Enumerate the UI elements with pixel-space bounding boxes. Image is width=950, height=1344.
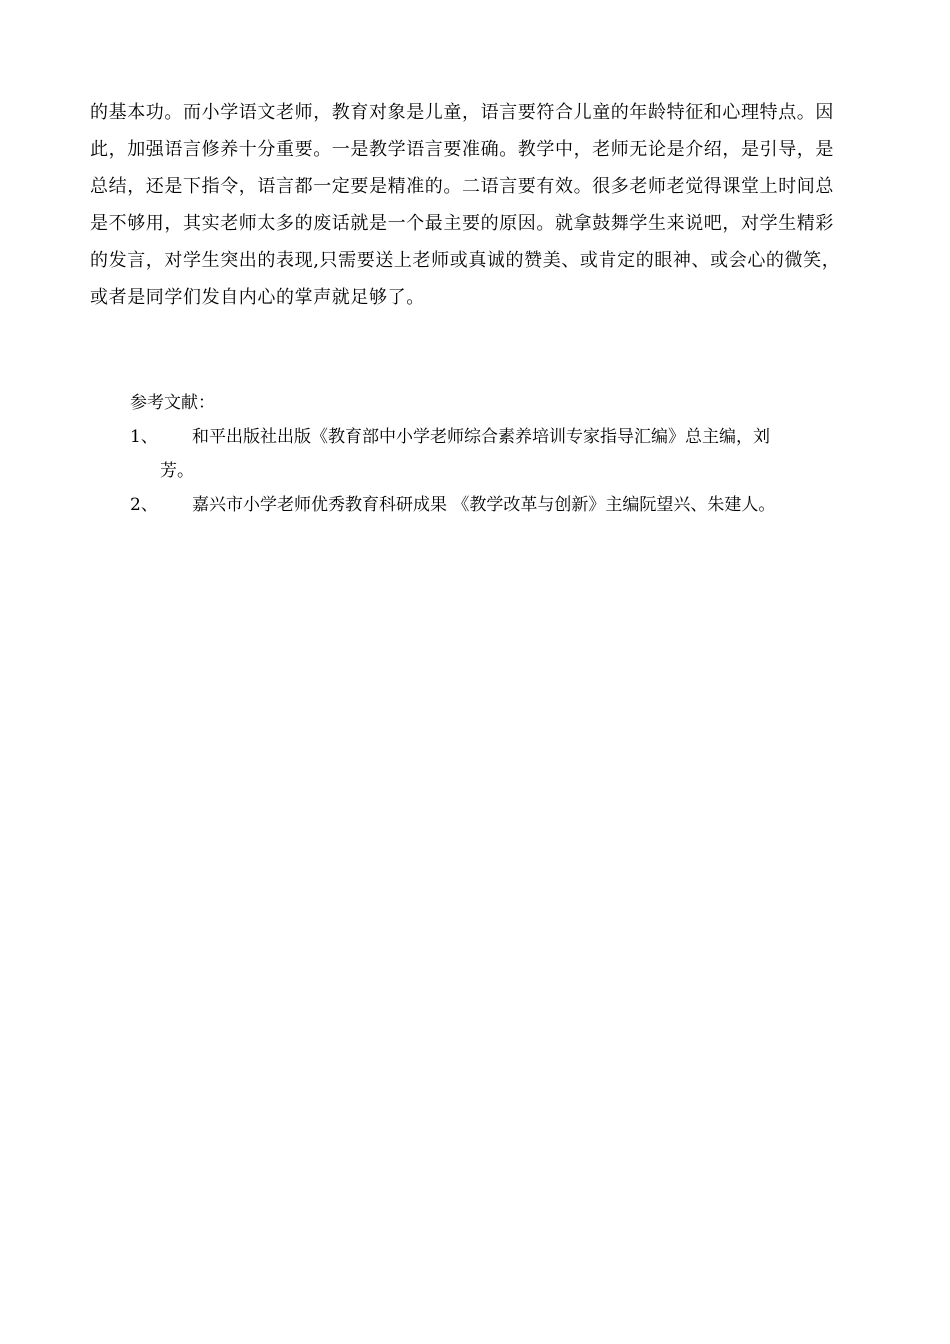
paragraph-line: 总结，还是下指令，语言都一定要是精准的。二语言要有效。很多老师老觉得课堂上时间总 (90, 176, 834, 197)
reference-number: 2、 (130, 495, 158, 515)
reference-item-1 (90, 420, 870, 488)
reference-item-2 (90, 488, 870, 522)
paragraph-line: 是不够用，其实老师太多的废话就是一个最主要的原因。就拿鼓舞学生来说吧，对学生精彩 (90, 213, 834, 234)
reference-text-continuation: 芳。 (160, 461, 194, 481)
body-paragraph (90, 94, 870, 316)
paragraph-line: 或者是同学们发自内心的掌声就足够了。 (90, 287, 425, 308)
reference-text: 嘉兴市小学老师优秀教育科研成果 《教学改革与创新》主编阮望兴、朱建人。 (192, 495, 776, 515)
references-heading: 参考文献： (130, 393, 215, 413)
references-section (90, 386, 870, 522)
paragraph-line: 的基本功。而小学语文老师，教育对象是儿童，语言要符合儿童的年龄特征和心理特点。因 (90, 102, 834, 123)
reference-text: 和平出版社出版《教育部中小学老师综合素养培训专家指导汇编》总主编，刘 (192, 427, 770, 447)
reference-number: 1、 (130, 427, 158, 447)
paragraph-line: 的发言，对学生突出的表现,只需要送上老师或真诚的赞美、或肯定的眼神、或会心的微笑， (90, 250, 841, 271)
paragraph-line: 此，加强语言修养十分重要。一是教学语言要准确。教学中，老师无论是介绍，是引导，是 (90, 139, 834, 160)
